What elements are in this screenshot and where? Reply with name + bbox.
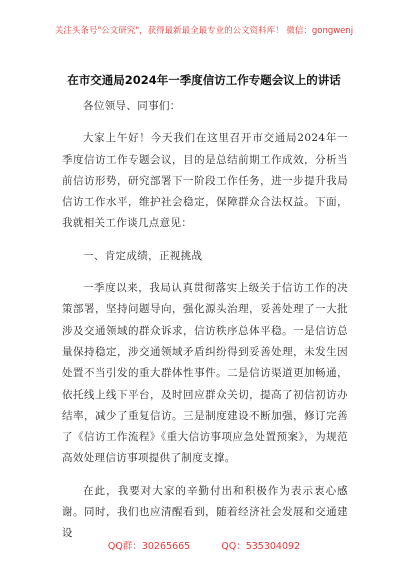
- qq-number: QQ：535304092: [221, 541, 301, 552]
- body-paragraph-2: 在此，我要对大家的辛勤付出和积极作为表示衷心感谢。同时，我们也应清醒看到，随着经济社会发展和交通建设: [62, 484, 348, 540]
- body-paragraph: 一季度以来，我局认真贯彻落实上级关于信访工作的决策部署，坚持问题导向，强化源头治理，妥善处理了一大批涉及交通领域的群众诉求，信访秩序总体平稳。一是信访总量保持稳定，涉交通领域矛盾纠纷得到妥善处理，未发生因处置不当引发的重大群体性事件。二是信访渠道更加畅通，依托线上线下平台，及时回应群众关切，提高了初信初访办结率，减少了重复信访。三是制度建设不断加强，修订完善了《信访工作流程》《重大信访事项应急处置预案》，为规范高效处理信访事项提供了制度支撑。: [62, 282, 348, 465]
- intro-paragraph: 大家上午好！今天我们在这里召开市交通局2024年一季度信访工作专题会议，目的是总结前期工作成效，分析当前信访形势，研究部署下一阶段工作任务，进一步提升我局信访工作水平，维护社会稳定，保障群众合法权益。下面，我就相关工作谈几点意见：: [62, 132, 348, 230]
- footer-contact: [0, 538, 408, 552]
- document-body: [62, 96, 348, 545]
- salutation: 各位领导、同事们：: [83, 100, 181, 112]
- document-title: 在市交通局2024年一季度信访工作专题会议上的讲话: [67, 73, 341, 87]
- section-heading: 一、肯定成绩，正视挑战: [83, 249, 203, 262]
- header-banner: 关注头条号"公文研究"，获得最新最全最专业的公文资料库！ 微信：gongwenj: [54, 26, 354, 36]
- qq-group-number: QQ群：30265665: [107, 541, 191, 552]
